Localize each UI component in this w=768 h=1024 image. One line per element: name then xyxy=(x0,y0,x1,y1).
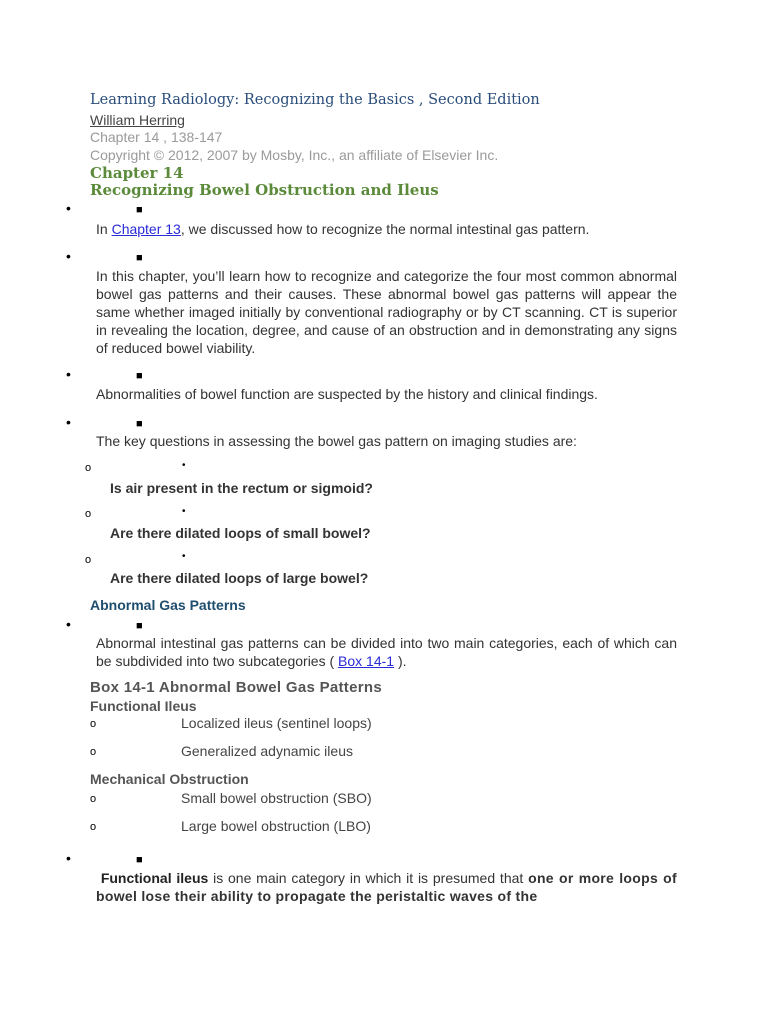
dot-bullet-glyph: • xyxy=(182,506,186,517)
box-list-item: Generalized adynamic ileus xyxy=(181,743,353,759)
dot-bullet-glyph: • xyxy=(182,551,186,562)
bullet-glyph: • xyxy=(66,200,71,216)
chapter-info: Chapter 14 , 138-147 xyxy=(90,129,223,145)
chapter-number: Chapter 14 xyxy=(90,164,184,182)
section-heading: Abnormal Gas Patterns xyxy=(90,597,246,613)
box-list-item: Large bowel obstruction (LBO) xyxy=(181,818,371,834)
bullet-glyph: • xyxy=(66,366,71,382)
circle-bullet-glyph: o xyxy=(90,793,97,805)
chapter-title: Recognizing Bowel Obstruction and Ileus xyxy=(90,181,439,199)
circle-bullet-glyph: o xyxy=(90,821,97,833)
bullet-glyph: • xyxy=(66,616,71,632)
square-bullet-glyph: ■ xyxy=(136,620,143,632)
circle-bullet-glyph: o xyxy=(85,462,92,474)
box-list-item: Small bowel obstruction (SBO) xyxy=(181,790,372,806)
circle-bullet-glyph: o xyxy=(85,508,92,520)
paragraph-functional-ileus: Functional ileus is one main category in which it is presumed that one or more loops of bowel lose their ability to propagate the peristaltic waves of the xyxy=(96,870,677,904)
box-group-title: Functional Ileus xyxy=(90,698,197,714)
bullet-glyph: • xyxy=(66,414,71,430)
square-bullet-glyph: ■ xyxy=(136,370,143,382)
book-title: Learning Radiology: Recognizing the Basics , Second Edition xyxy=(90,92,540,108)
bullet-glyph: • xyxy=(66,850,71,866)
copyright-notice: Copyright © 2012, 2007 by Mosby, Inc., an affiliate of Elsevier Inc. xyxy=(90,147,499,163)
box-group-title: Mechanical Obstruction xyxy=(90,771,249,787)
chapter-13-link[interactable]: Chapter 13 xyxy=(111,221,181,237)
bullet-glyph: • xyxy=(66,248,71,264)
circle-bullet-glyph: o xyxy=(90,718,97,730)
circle-bullet-glyph: o xyxy=(90,746,97,758)
author-link[interactable]: William Herring xyxy=(90,112,185,128)
square-bullet-glyph: ■ xyxy=(136,854,143,866)
question-item: Are there dilated loops of large bowel? xyxy=(110,570,369,586)
square-bullet-glyph: ■ xyxy=(136,418,143,430)
question-item: Is air present in the rectum or sigmoid? xyxy=(110,480,373,496)
box-title: Box 14-1 Abnormal Bowel Gas Patterns xyxy=(90,679,382,696)
question-item: Are there dilated loops of small bowel? xyxy=(110,525,371,541)
box-14-1-link[interactable]: Box 14-1 xyxy=(338,653,395,669)
paragraph-bowel-function: Abnormalities of bowel function are suspected by the history and clinical findings. xyxy=(96,386,598,402)
dot-bullet-glyph: • xyxy=(182,460,186,471)
circle-bullet-glyph: o xyxy=(85,554,92,566)
paragraph-intro: In Chapter 13, we discussed how to recognize the normal intestinal gas pattern. xyxy=(96,221,590,237)
square-bullet-glyph: ■ xyxy=(136,204,143,216)
square-bullet-glyph: ■ xyxy=(136,252,143,264)
paragraph-chapter-overview: In this chapter, you’ll learn how to recognize and categorize the four most common abnormal bowel gas patterns and their causes. These abnormal bowel gas patterns will appear the same whether imaged initially by conventional radiography or by CT scanning. CT is superior in revealing the location, degree, and cause of an obstruction and in demonstrating any signs of reduced bowel viability. xyxy=(96,268,677,356)
box-list-item: Localized ileus (sentinel loops) xyxy=(181,715,372,731)
paragraph-key-questions: The key questions in assessing the bowel gas pattern on imaging studies are: xyxy=(96,433,577,449)
paragraph-gas-patterns: Abnormal intestinal gas patterns can be divided into two main categories, each of which can be subdivided into two subcategories ( Box 14-1 ). xyxy=(96,635,677,669)
